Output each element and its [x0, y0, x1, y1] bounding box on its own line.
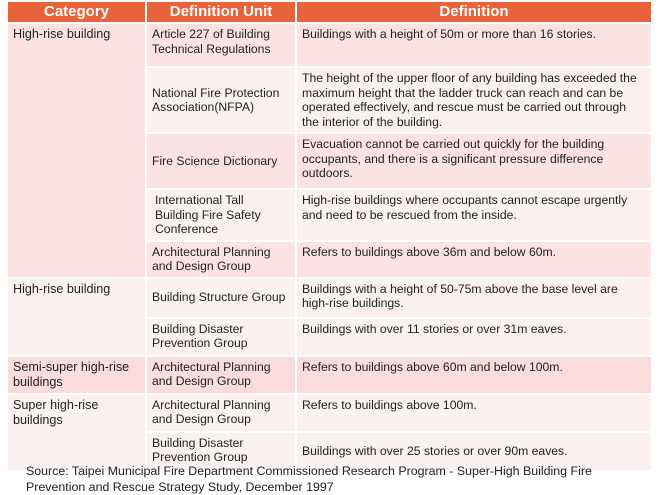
header-definition: Definition — [296, 2, 651, 23]
header-row — [8, 2, 651, 23]
table-row — [8, 356, 651, 394]
definition-cell: Evacuation cannot be carried out quickly for the building occupants, and there is a significant pressure difference outdoors. — [296, 133, 651, 189]
definition-cell: Refers to buildings above 60m and below 100m. — [296, 356, 651, 394]
header-category: Category — [8, 2, 146, 23]
category-cell: Super high-rise buildings — [8, 394, 146, 470]
definition-cell: Buildings with over 11 stories or over 31m eaves. — [296, 318, 651, 356]
unit-cell: International Tall Building Fire Safety Conference — [146, 189, 296, 241]
unit-cell: Building Structure Group — [146, 278, 296, 318]
category-cell: High-rise building — [8, 23, 146, 278]
unit-cell: Architectural Planning and Design Group — [146, 394, 296, 432]
unit-cell: Architectural Planning and Design Group — [146, 241, 296, 278]
unit-cell: Building Disaster Prevention Group — [146, 318, 296, 356]
unit-cell: Architectural Planning and Design Group — [146, 356, 296, 394]
table-row — [8, 23, 651, 67]
definitions-table — [8, 2, 651, 470]
definition-cell: The height of the upper floor of any building has exceeded the maximum height that the ladder truck can reach and can be operated effectively, and rescue must be carried out through the interior of the building. — [296, 67, 651, 133]
table-row — [8, 278, 651, 318]
category-cell: High-rise building — [8, 278, 146, 356]
table-row — [8, 394, 651, 432]
definition-cell: Refers to buildings above 36m and below 60m. — [296, 241, 651, 278]
definition-cell: Buildings with over 25 stories or over 90m eaves. — [296, 432, 651, 470]
source-note: Source: Taipei Municipal Fire Department Commissioned Research Program - Super-High Building Fire Prevention and Rescue Strategy Study, December 1997 — [26, 464, 592, 494]
unit-cell: Fire Science Dictionary — [146, 133, 296, 189]
unit-cell: Building Disaster Prevention Group — [146, 432, 296, 470]
definition-cell: High-rise buildings where occupants cannot escape urgently and need to be rescued from the inside. — [296, 189, 651, 241]
unit-cell: Article 227 of Building Technical Regulations — [146, 23, 296, 67]
header-definition-unit: Definition Unit — [146, 2, 296, 23]
definition-cell: Buildings with a height of 50-75m above the base level are high-rise buildings. — [296, 278, 651, 318]
definition-cell: Buildings with a height of 50m or more than 16 stories. — [296, 23, 651, 67]
category-cell: Semi-super high-rise buildings — [8, 356, 146, 394]
definition-cell: Refers to buildings above 100m. — [296, 394, 651, 432]
unit-cell: National Fire Protection Association(NFPA) — [146, 67, 296, 133]
